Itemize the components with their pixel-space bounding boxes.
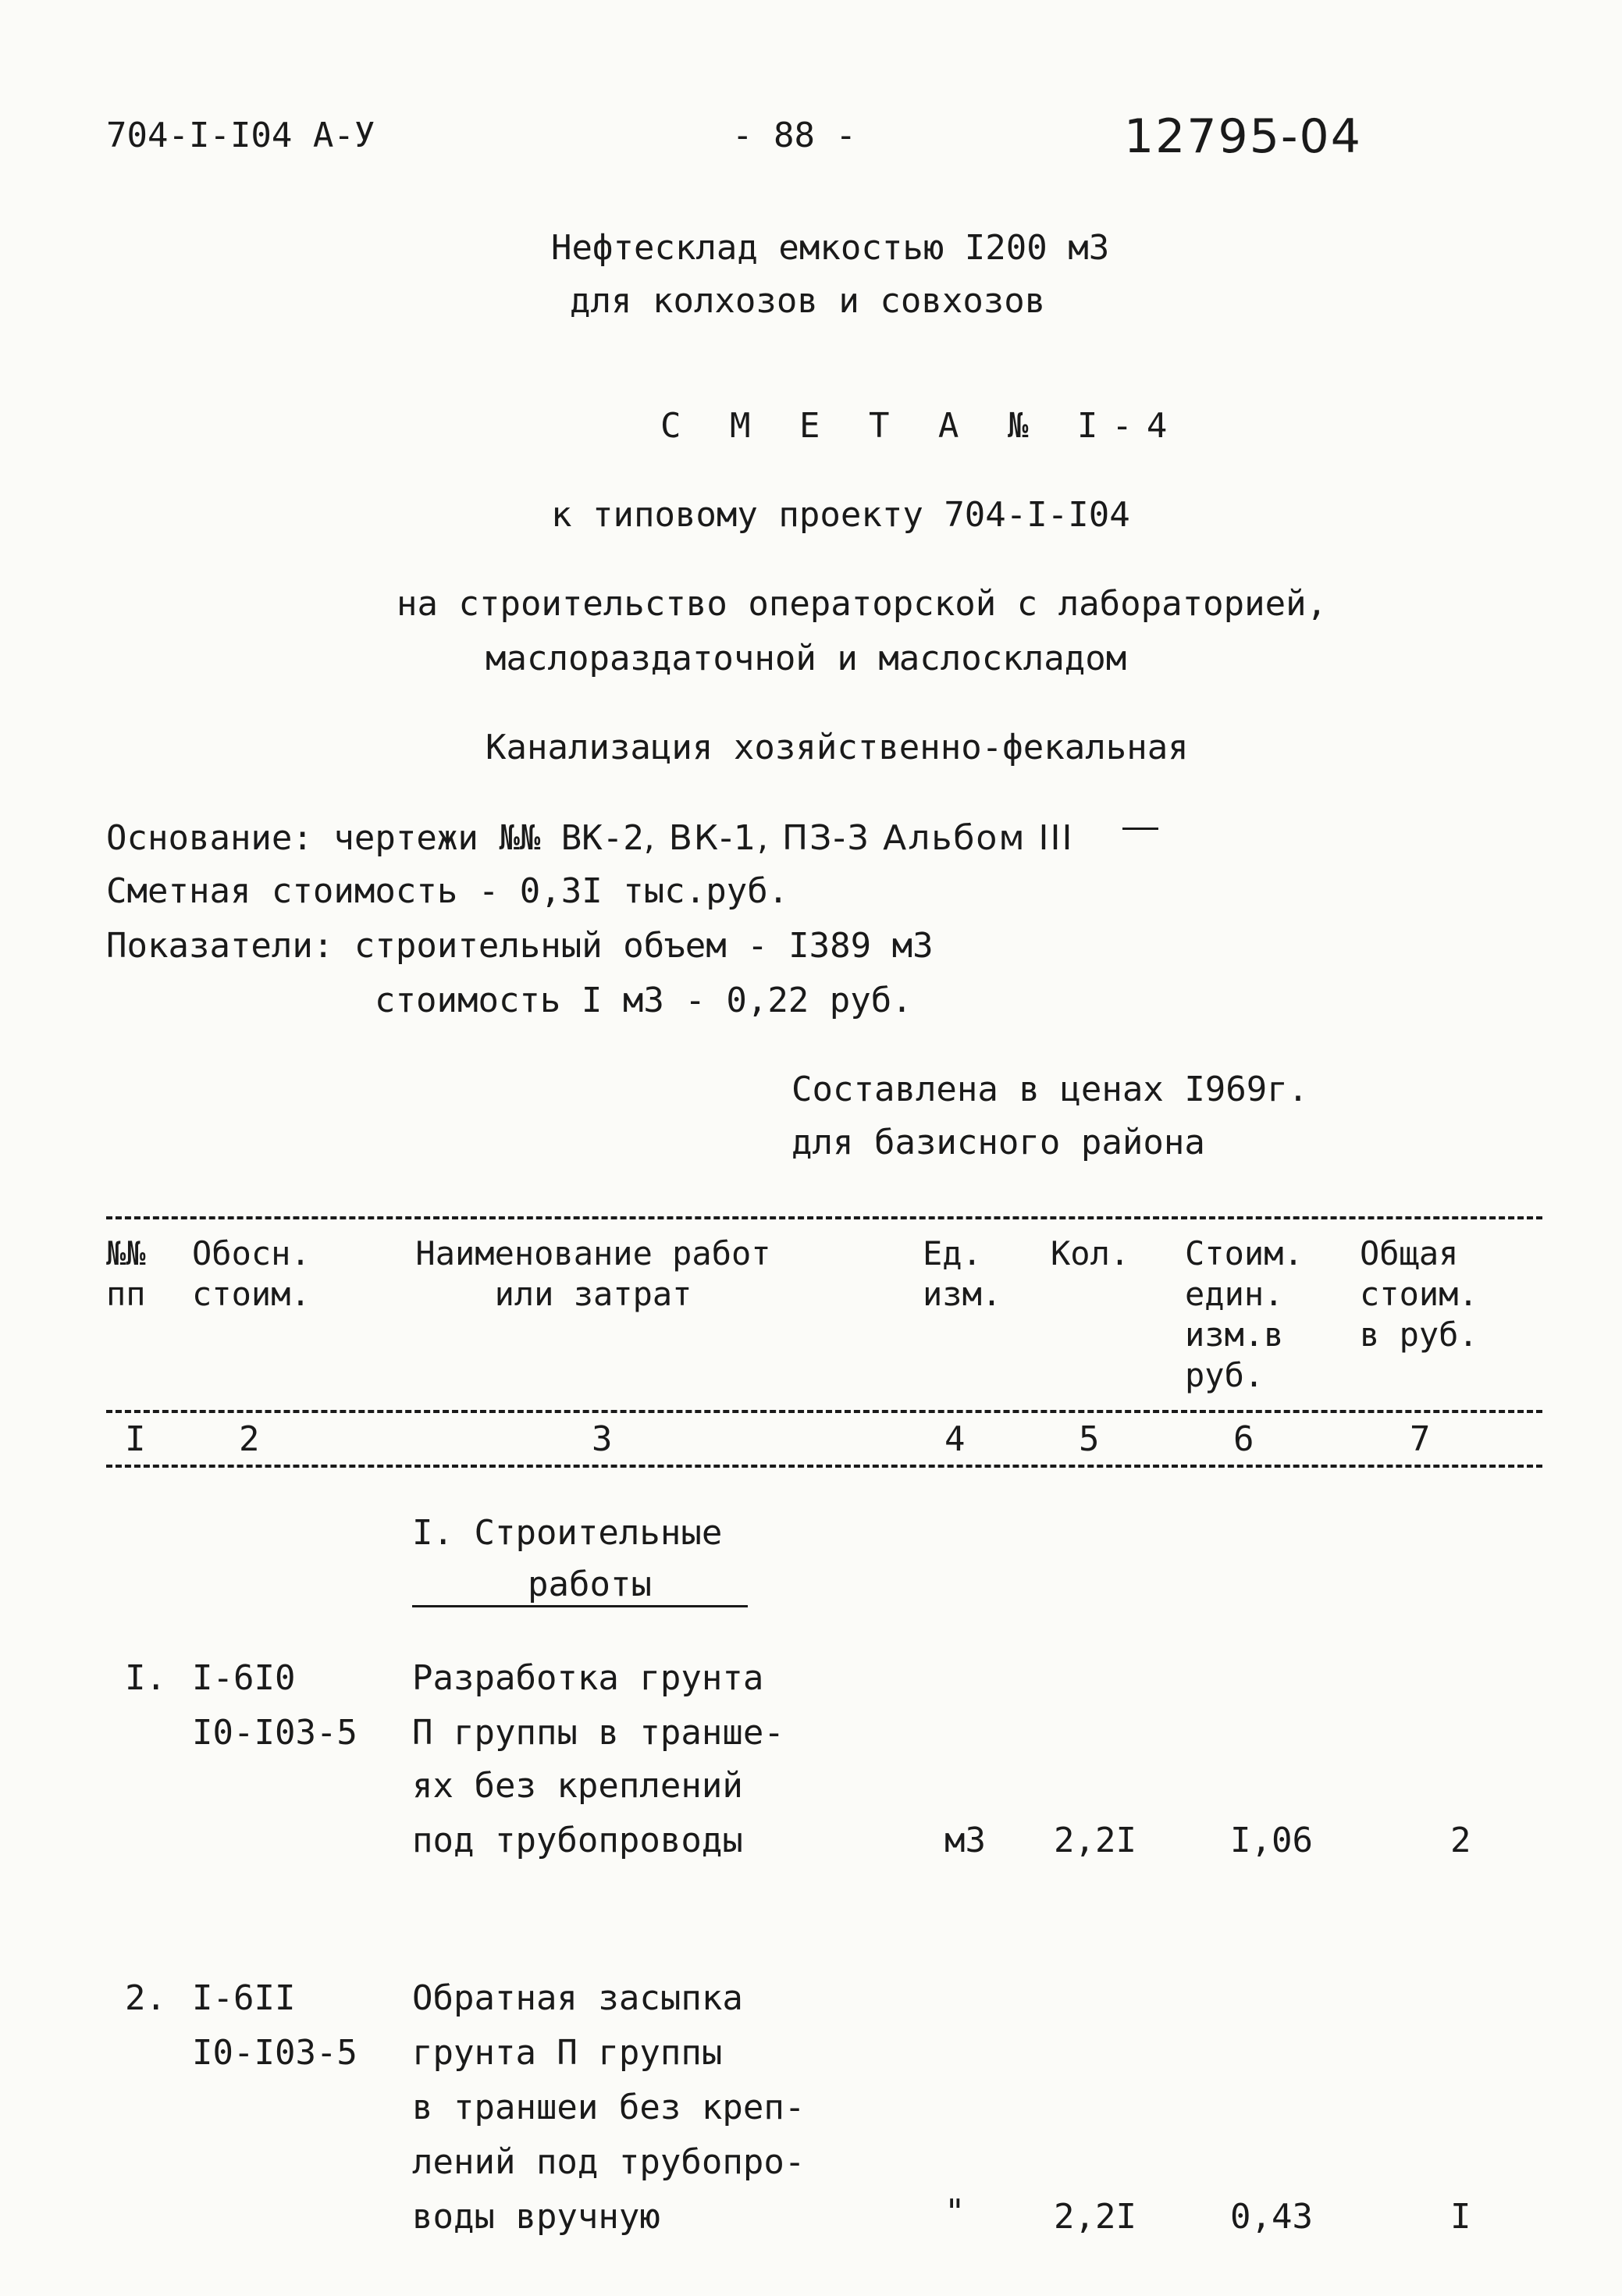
row-1-name-line-4: под трубопроводы [412,1821,743,1860]
column-number-4: 4 [944,1419,966,1459]
row-2-name-line-5: воды вручную [412,2197,660,2237]
column-number-5: 5 [1079,1419,1100,1459]
row-2-quantity: 2,2I [1054,2197,1136,2237]
estimate-purpose-line-1: на строительство операторской с лабораторией, [397,584,1328,624]
row-1-unit-cost: I,06 [1230,1821,1313,1860]
document-code: 704-I-I04 А-У [106,116,375,155]
row-2-name-line-3: в траншеи без креп- [412,2088,806,2127]
estimated-cost: Сметная стоимость - 0,3I тыс.руб. [106,871,789,911]
section-title-line-1: I. Строительные [412,1513,723,1553]
row-1-total: 2 [1450,1821,1471,1860]
estimate-purpose-line-2: маслораздаточной и маслоскладом [486,639,1127,678]
row-1-basis-2: I0-I03-5 [192,1713,357,1753]
column-header-unit: Ед. изм. [923,1234,1002,1313]
column-header-basis: Обосн. стоим. [192,1234,311,1313]
row-2-unit-ditto: " [944,2192,966,2232]
column-numbers-divider [106,1465,1542,1468]
row-2-basis-1: I-6II [192,1978,296,2018]
indicators: Показатели: строительный объем - I389 м3 [106,926,934,966]
column-number-6: 6 [1233,1419,1254,1459]
basis-drawings [106,818,1073,858]
column-header-total: Общая стоим. в руб. [1360,1234,1478,1354]
cost-per-m3: стоимость I м3 - 0,22 руб. [375,981,912,1020]
row-2-name-line-4: лений под трубопро- [412,2142,806,2182]
section-title-line-2: работы [528,1564,652,1604]
row-1-quantity: 2,2I [1054,1821,1136,1860]
row-1-name-line-1: Разработка грунта [412,1658,764,1698]
basis-drawings-handwritten: , ВК-1, ПЗ-3 Альбом III [643,818,1074,858]
estimate-subject: Канализация хозяйственно-фекальная [486,728,1189,767]
row-2-name-line-1: Обратная засыпка [412,1978,743,2018]
column-number-2: 2 [239,1419,260,1459]
page-number: - 88 - [732,116,856,155]
row-1-number: I. [125,1658,166,1698]
row-1-unit: м3 [944,1821,986,1860]
row-2-total: I [1450,2197,1471,2237]
prices-year: Составлена в ценах I969г. [791,1070,1309,1109]
title-line-2: для колхозов и совхозов [570,281,1046,321]
row-1-name-line-3: ях без креплений [412,1766,743,1806]
estimate-project: к типовому проекту 704-I-I04 [551,495,1130,535]
column-number-7: 7 [1410,1419,1431,1459]
column-header-unit-cost: Стоим. един. изм.в руб. [1185,1234,1304,1394]
row-2-number: 2. [125,1978,166,2018]
section-underline [412,1605,748,1607]
row-2-name-line-2: грунта П группы [412,2033,723,2073]
row-1-name-line-2: П группы в траншe- [412,1713,784,1753]
inventory-number: 12795-04 [1124,109,1362,164]
basis-drawings-printed: Основание: чертежи №№ ВК-2 [106,818,644,858]
table-header-divider [106,1410,1542,1413]
row-1-basis-1: I-6I0 [192,1658,296,1698]
column-header-name: Наименование работ или затрат [415,1234,771,1313]
table-top-divider [106,1216,1542,1219]
column-header-number: №№ пп [106,1234,146,1313]
estimate-heading: С М Е Т А № I-4 [660,406,1182,446]
row-2-unit-cost: 0,43 [1230,2197,1313,2237]
column-header-quantity: Кол. [1051,1234,1130,1273]
row-2-basis-2: I0-I03-5 [192,2033,357,2073]
handwritten-overline [1122,828,1158,830]
title-line-1: Нефтесклад емкостью I200 м3 [551,228,1110,268]
column-number-1: I [125,1419,146,1459]
prices-region: для базисного района [791,1123,1205,1162]
column-number-3: 3 [592,1419,613,1459]
